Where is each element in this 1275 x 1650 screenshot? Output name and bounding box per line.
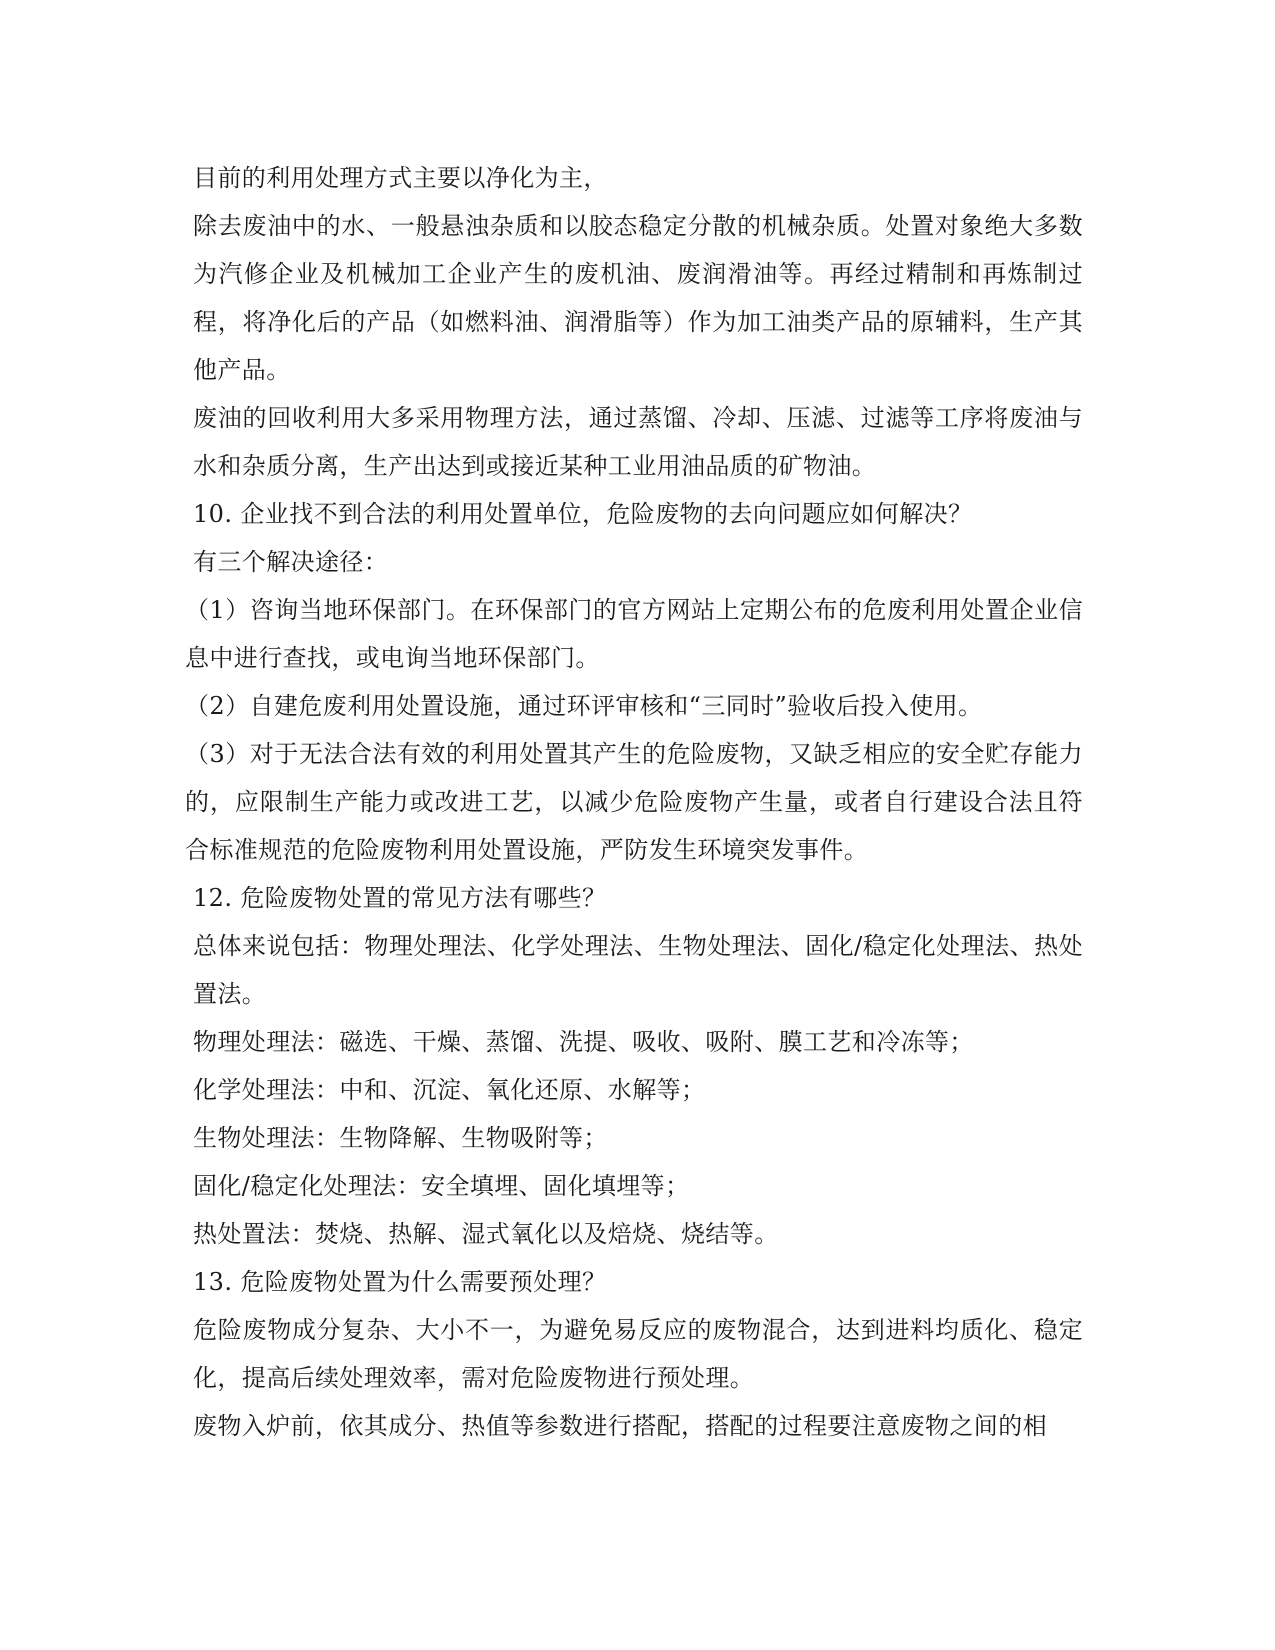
- question-12-heading: 12. 危险废物处置的常见方法有哪些？: [193, 884, 607, 912]
- paragraph-pretreatment-reason: 危险废物成分复杂、大小不一，为避免易反应的废物混合，达到进料均质化、稳定化，提高后续处理效率，需对危险废物进行预处理。: [193, 1316, 1083, 1392]
- paragraph-purification-intro: 目前的利用处理方式主要以净化为主，: [193, 164, 608, 192]
- paragraph-impurity-removal: 除去废油中的水、一般悬浊杂质和以胶态稳定分散的机械杂质。处置对象绝大多数为汽修企业及机械加工企业产生的废机油、废润滑油等。再经过精制和再炼制过程，将净化后的产品（如燃料油、润滑脂等）作为加工油类产品的原辅料，生产其他产品。: [193, 212, 1083, 384]
- document-body: [185, 154, 1083, 1450]
- paragraph-chemical-methods: 化学处理法：中和、沉淀、氧化还原、水解等；: [193, 1076, 706, 1104]
- paragraph-methods-overview: 总体来说包括：物理处理法、化学处理法、生物处理法、固化/稳定化处理法、热处置法。: [193, 932, 1083, 1008]
- question-10-heading: 10. 企业找不到合法的利用处置单位，危险废物的去向问题应如何解决？: [193, 500, 973, 528]
- paragraph-three-solutions: 有三个解决途径：: [193, 548, 389, 576]
- paragraph-biological-methods: 生物处理法：生物降解、生物吸附等；: [193, 1124, 608, 1152]
- paragraph-physical-recovery: 废油的回收利用大多采用物理方法，通过蒸馏、冷却、压滤、过滤等工序将废油与水和杂质分离，生产出达到或接近某种工业用油品质的矿物油。: [193, 404, 1083, 480]
- paragraph-physical-methods: 物理处理法：磁选、干燥、蒸馏、洗提、吸收、吸附、膜工艺和冷冻等；: [193, 1028, 974, 1056]
- question-13-heading: 13. 危险废物处置为什么需要预处理？: [193, 1268, 607, 1296]
- solution-item-2: （2）自建危废利用处置设施，通过环评审核和“三同时”验收后投入使用。: [185, 692, 983, 720]
- paragraph-furnace-blending: 废物入炉前，依其成分、热值等参数进行搭配，搭配的过程要注意废物之间的相: [193, 1412, 1047, 1440]
- paragraph-thermal-methods: 热处置法：焚烧、热解、湿式氧化以及焙烧、烧结等。: [193, 1220, 779, 1248]
- paragraph-solidification-methods: 固化/稳定化处理法：安全填埋、固化填埋等；: [193, 1172, 690, 1200]
- solution-item-3: （3）对于无法合法有效的利用处置其产生的危险废物，又缺乏相应的安全贮存能力的，应限制生产能力或改进工艺，以减少危险废物产生量，或者自行建设合法且符合标准规范的危险废物利用处置设施，严防发生环境突发事件。: [185, 740, 1083, 864]
- solution-item-1: （1）咨询当地环保部门。在环保部门的官方网站上定期公布的危废利用处置企业信息中进行查找，或电询当地环保部门。: [185, 596, 1083, 672]
